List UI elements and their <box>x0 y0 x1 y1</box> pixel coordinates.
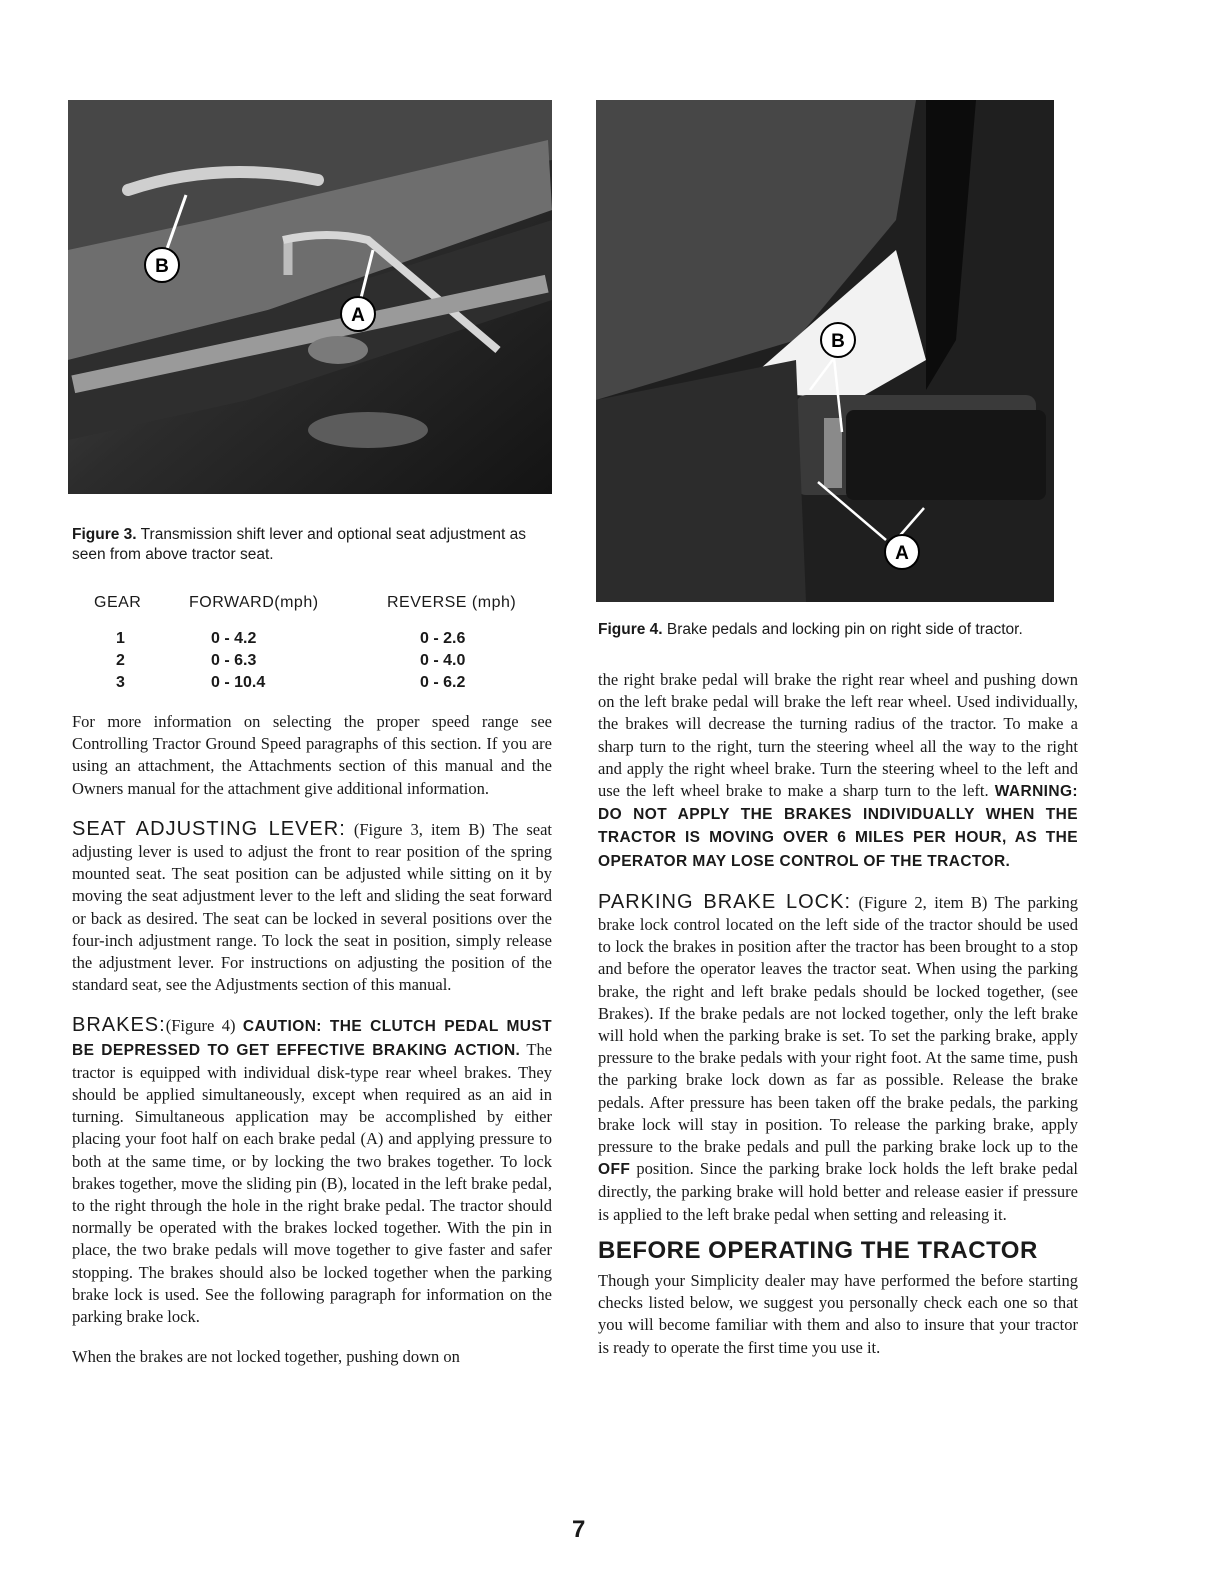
callout-a-marker <box>885 535 919 569</box>
reverse-cell: 0 - 6.2 <box>420 674 466 691</box>
brakes-continued-text: the right brake pedal will brake the right rear wheel and pushing down on the left brake pedal will brake the left rear wheel. Used individually, the brakes will decrease the turning radius of the tractor. To make a sharp turn to the right, turn the steering wheel all the way to the right and apply the right wheel brake. Turn the steering wheel to the left and use the left wheel brake to make a sharp turn to the left. <box>598 670 1078 801</box>
parking-brake-off: OFF <box>598 1161 631 1179</box>
parking-brake-ref: (Figure 2, item B) <box>858 892 988 912</box>
figure-4-photo <box>596 100 1054 602</box>
figure-3-label: Figure 3. <box>72 526 137 543</box>
page-number: 7 <box>572 1516 586 1543</box>
before-operating-heading: BEFORE OPERATING THE TRACTOR <box>598 1236 1038 1264</box>
figure-4-label: Figure 4. <box>598 621 663 638</box>
before-operating-body: Though your Simplicity dealer may have performed the before starting checks listed below, we suggest you personally check each one so that you will become familiar with them and also to insure that your tractor is ready to operate the first time you use it. <box>598 1271 1078 1357</box>
callout-b-marker <box>821 323 855 357</box>
figure-4-text: Brake pedals and locking pin on right side of tractor. <box>666 621 1023 638</box>
callout-a-marker <box>341 297 375 331</box>
seat-adjusting-heading: SEAT ADJUSTING LEVER: <box>72 817 346 840</box>
brakes-warning: WARNING: DO NOT APPLY THE BRAKES INDIVIDUALLY WHEN THE TRACTOR IS MOVING OVER 6 MILES PER HOUR, AS THE OPERATOR MAY LOSE CONTROL OF THE TRACTOR. <box>598 783 1078 870</box>
table-row <box>94 628 544 650</box>
header-gear: GEAR <box>94 594 142 611</box>
left-column <box>72 711 552 1368</box>
callout-a-label: A <box>895 543 909 564</box>
brakes-section <box>72 1014 552 1328</box>
parking-brake-section <box>598 891 1078 1226</box>
forward-cell: 0 - 10.4 <box>211 674 266 691</box>
header-reverse: REVERSE (mph) <box>387 594 517 611</box>
figure-3-photo <box>68 100 552 494</box>
gear-speed-table <box>94 594 544 694</box>
figure-3-text: Transmission shift lever and optional seat adjustment as seen from above tractor seat. <box>72 526 527 563</box>
brakes-ref: (Figure 4) <box>165 1016 236 1036</box>
seat-adjusting-ref: (Figure 3, item B) <box>353 819 485 839</box>
parking-brake-body-1: The parking brake lock control located on the left side of the tractor should be used to lock the brakes in position after the tractor has been brought to a stop and before the operator leaves the tractor seat. When using the parking brake, the right and left brake pedals should be locked together, (see Brakes). If the brake pedals are not locked together, only the left brake will hold when the parking brake is set. To set the parking brake, apply pressure to the brake pedals with your right foot. At the same time, push the parking brake lock down as far as possible. Release the brake pedals. After pressure has been taken off the brake pedals, the parking brake lock will stay in position. To release the parking brake, apply pressure to the brake pedals and pull the parking brake lock up to the <box>598 892 1078 1157</box>
gear-cell: 1 <box>116 630 125 647</box>
parking-brake-heading: PARKING BRAKE LOCK: <box>598 890 852 913</box>
brakes-caution: CAUTION: THE CLUTCH PEDAL MUST BE DEPRESSED TO GET EFFECTIVE BRAKING ACTION. <box>72 1018 553 1059</box>
brakes-body: The tractor is equipped with individual disk-type rear wheel brakes. They should be applied simultaneously, except when required as an aid in turning. Simultaneous application may be accomplished by either placing your foot half on each brake pedal (A) and applying pressure to both at the same time, or by locking the two brakes together. To lock brakes together, move the sliding pin (B), located in the left brake pedal, to the right through the hole in the right brake pedal. The tractor should normally be operated with the brakes locked together. With the pin in place, the two brake pedals will move together to give faster and safer stopping. The brakes should also be locked together when the parking brake lock is used. See the following paragraph for information on the parking brake lock. <box>72 1039 553 1327</box>
table-row <box>94 672 544 694</box>
seat-adjusting-body: The seat adjusting lever is used to adjust the front to rear position of the spring mounted seat. The seat position can be adjusted while sitting on it by moving the seat adjustment lever to the left and sliding the seat forward or back as desired. The seat can be locked in several positions over the four-inch adjustment range. To lock the seat in position, simply release the adjustment lever. For instructions on adjusting the position of the standard seat, see the Adjustments section of this manual. <box>72 819 553 995</box>
brakes-continuation: When the brakes are not locked together, pushing down on <box>72 1347 460 1367</box>
callout-b-label: B <box>155 256 169 277</box>
gear-cell: 3 <box>116 674 125 691</box>
table-row <box>94 650 544 672</box>
forward-cell: 0 - 6.3 <box>211 652 257 669</box>
header-forward: FORWARD(mph) <box>189 594 319 611</box>
brakes-continued-section <box>598 669 1078 873</box>
callout-a-label: A <box>351 305 365 326</box>
reverse-cell: 0 - 4.0 <box>420 652 466 669</box>
right-column <box>598 669 1078 1359</box>
table-header-row <box>94 594 544 628</box>
brakes-heading: BRAKES: <box>72 1014 166 1037</box>
callout-b-label: B <box>831 331 845 352</box>
seat-adjusting-section <box>72 818 552 997</box>
figure-3-caption <box>72 525 552 565</box>
figure-4-caption <box>598 620 1076 640</box>
callout-b-marker <box>145 248 179 282</box>
gear-cell: 2 <box>116 652 125 669</box>
forward-cell: 0 - 4.2 <box>211 630 257 647</box>
speed-info-paragraph: For more information on selecting the proper speed range see Controlling Tractor Ground Speed paragraphs of this section. If you are using an attachment, the Attachments section of this manual and the Owners manual for the attachment give additional information. <box>72 712 552 798</box>
parking-brake-body-2: position. Since the parking brake lock holds the left brake pedal directly, the parking brake will hold better and release easier if pressure is applied to the left brake pedal when setting and releasing it. <box>598 1159 1079 1224</box>
reverse-cell: 0 - 2.6 <box>420 630 466 647</box>
